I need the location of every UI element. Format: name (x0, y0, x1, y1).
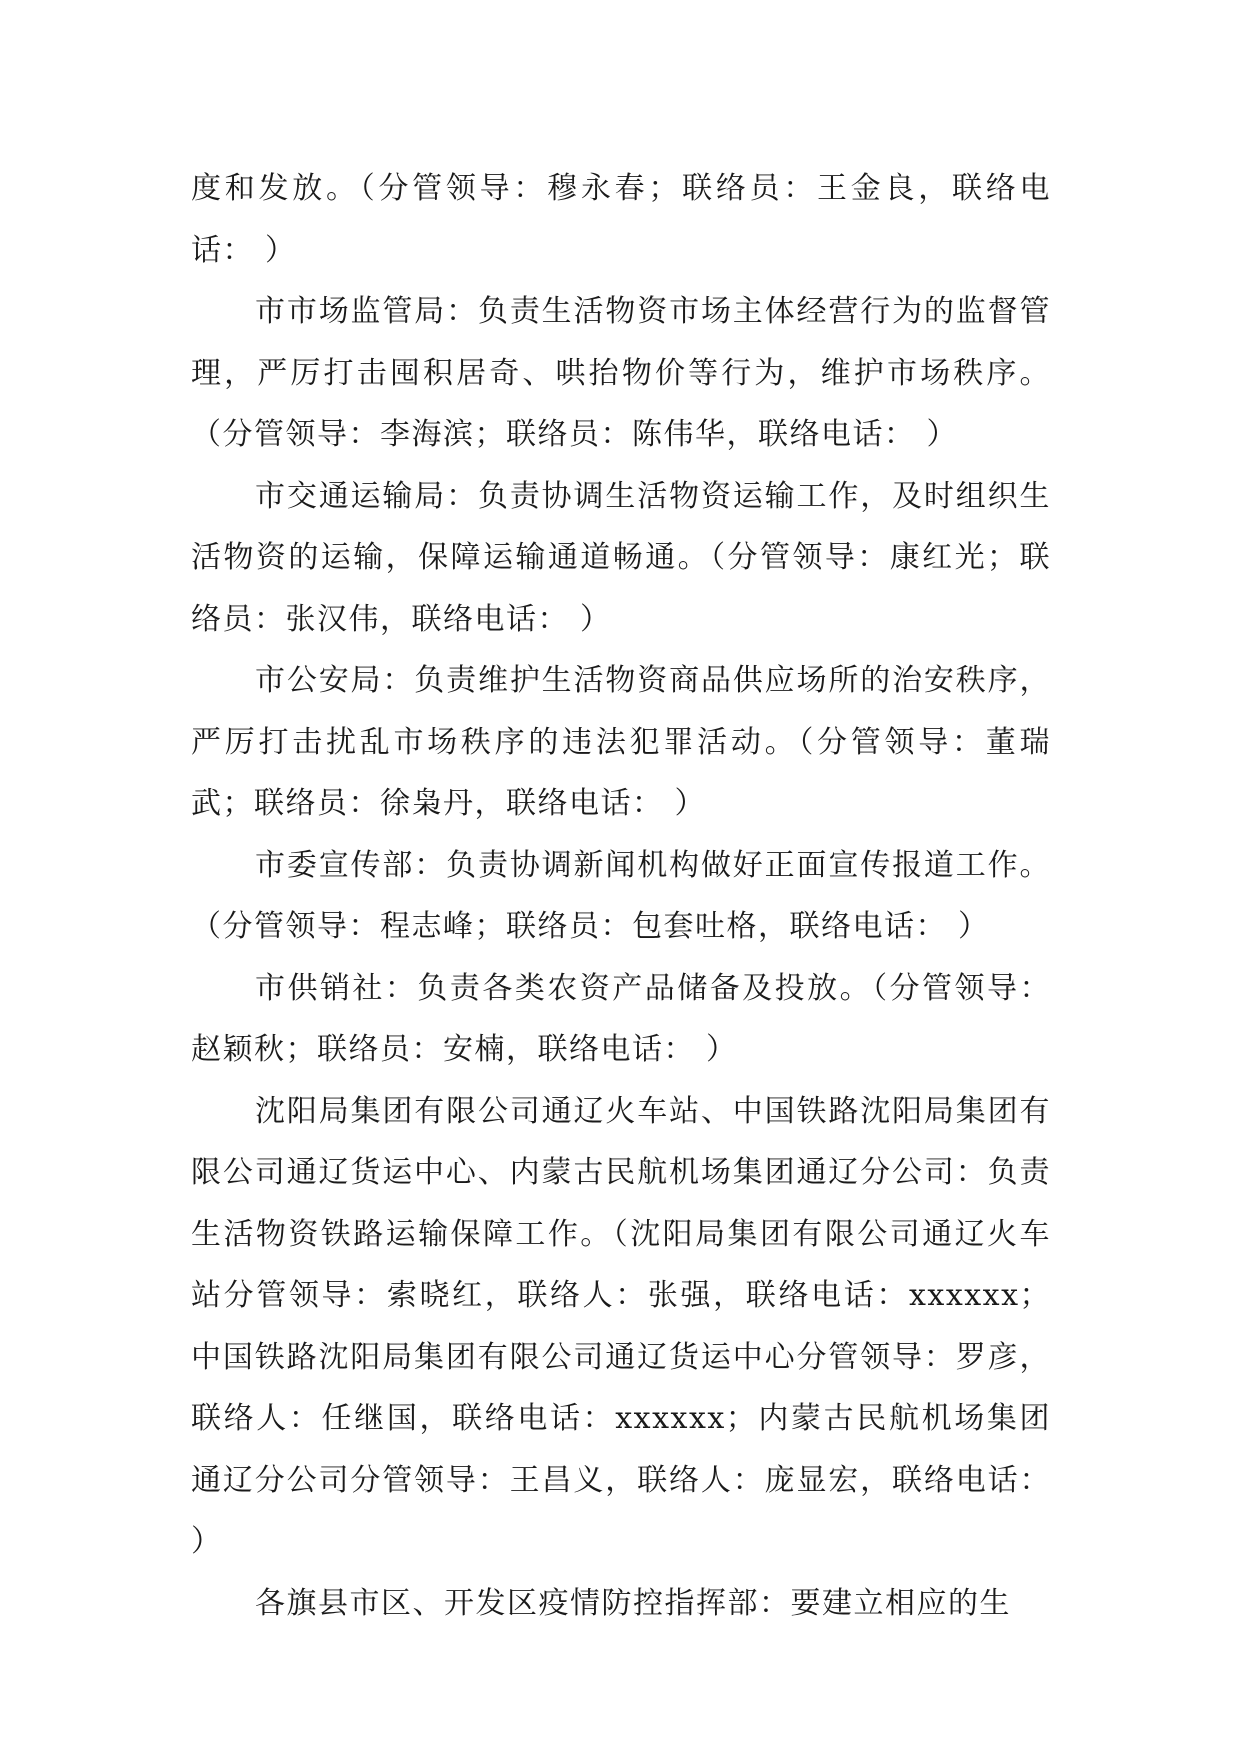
paragraph-propaganda-dept: 市委宣传部：负责协调新闻机构做好正面宣传报道工作。（分管领导：程志峰；联络员：包套吐格，联络电话： ） (191, 847, 1051, 944)
paragraph-market-supervision: 市市场监管局：负责生活物资市场主体经营行为的监督管理，严厉打击囤积居奇、哄抬物价等行为，维护市场秩序。（分管领导：李海滨；联络员：陈伟华，联络电话： ） (191, 294, 1051, 452)
paragraph-transport-bureau: 市交通运输局：负责协调生活物资运输工作，及时组织生活物资的运输，保障运输通道畅通。（分管领导：康红光；联络员：张汉伟，联络电话： ） (191, 478, 1051, 637)
paragraph-supply-cooperative: 市供销社：负责各类农资产品储备及投放。（分管领导：赵颖秋；联络员：安楠，联络电话： ） (191, 970, 1051, 1067)
paragraph-railway-airport: 沈阳局集团有限公司通辽火车站、中国铁路沈阳局集团有限公司通辽货运中心、内蒙古民航机场集团通辽分公司：负责生活物资铁路运输保障工作。（沈阳局集团有限公司通辽火车站分管领导：索晓红，联络人：张强，联络电话：xxxxxx；中国铁路沈阳局集团有限公司通辽货运中心分管领导：罗彦，联络人：任继国，联络电话：xxxxxx；内蒙古民航机场集团通辽分公司分管领导：王昌义，联络人：庞显宏，联络电话： ） (191, 1093, 1051, 1559)
paragraph-county-command: 各旗县市区、开发区疫情防控指挥部：要建立相应的生 (255, 1585, 1011, 1621)
document-body (191, 158, 1051, 1634)
paragraph-continuation: 度和发放。（分管领导：穆永春；联络员：王金良，联络电话： ） (191, 171, 1051, 268)
paragraph-public-security: 市公安局：负责维护生活物资商品供应场所的治安秩序，严厉打击扰乱市场秩序的违法犯罪活动。（分管领导：董瑞武；联络员：徐枭丹，联络电话： ） (191, 663, 1051, 821)
